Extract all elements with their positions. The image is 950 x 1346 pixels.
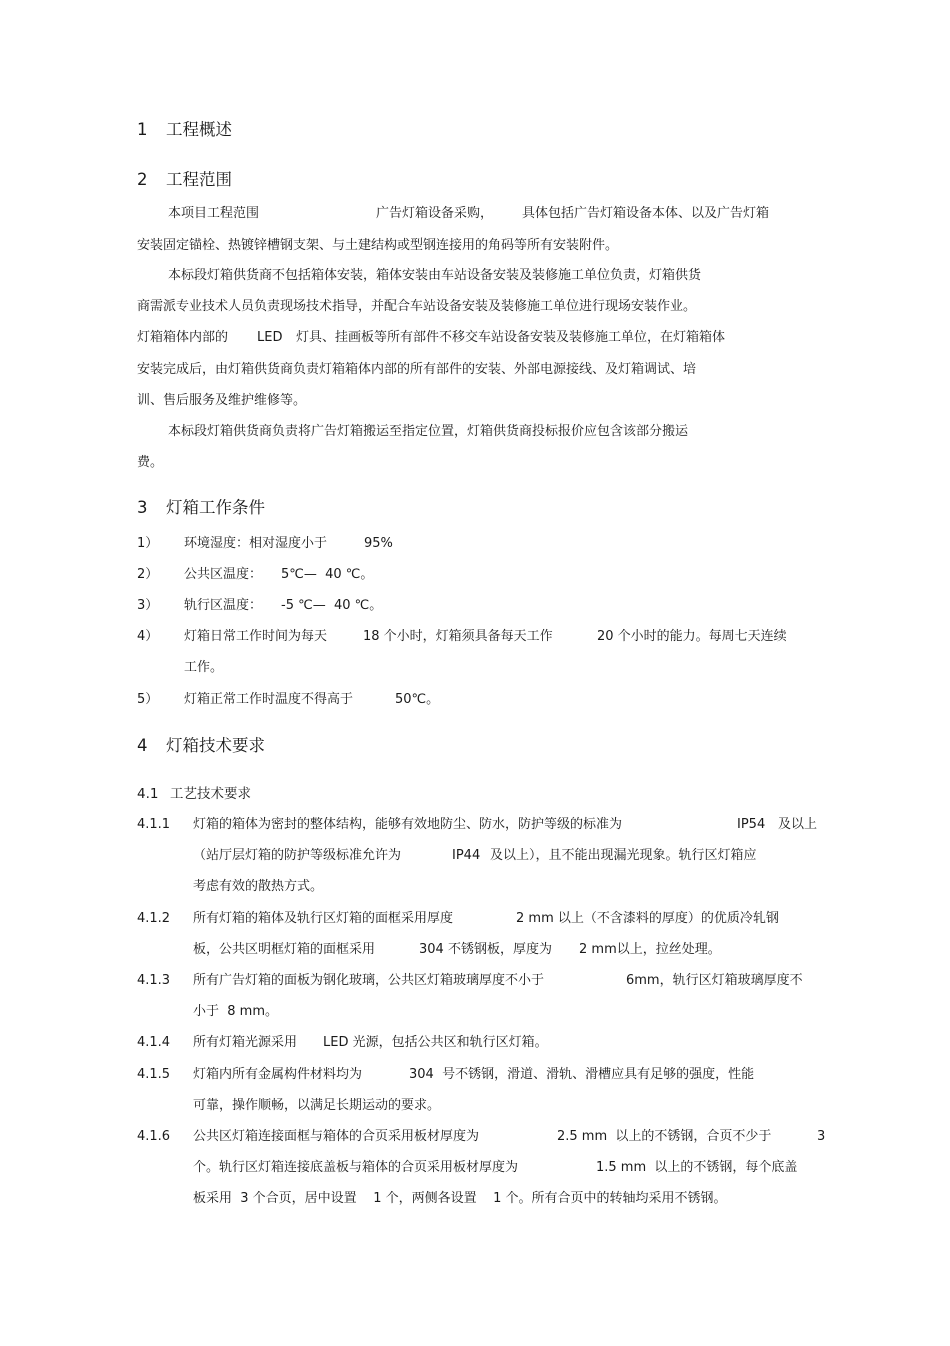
paragraph-text: 商需派专业技术人员负责现场技术指导，并配合车站设备安装及装修施工单位进行现场安装作业。 bbox=[137, 299, 697, 314]
list-number: 3） bbox=[137, 598, 159, 613]
clause-text: IP44 bbox=[452, 848, 481, 863]
clause-text: 灯箱内所有金属构件材料均为 bbox=[193, 1067, 363, 1082]
clause-text: 304 不锈钢板，厚度为 bbox=[419, 942, 552, 957]
list-item: 公共区温度： bbox=[184, 567, 263, 582]
paragraph-text: 本项目工程范围 bbox=[168, 206, 260, 221]
section-number: 3 bbox=[137, 498, 148, 517]
clause-text: 所有广告灯箱的面板为钢化玻璃，公共区灯箱玻璃厚度不小于 bbox=[193, 973, 545, 988]
paragraph-text: 具体包括广告灯箱设备本体、以及广告灯箱 bbox=[522, 206, 770, 221]
clause-text: 3 bbox=[817, 1129, 826, 1144]
clause-text: 304 号不锈钢，滑道、滑轨、滑槽应具有足够的强度，性能 bbox=[409, 1067, 755, 1082]
list-item-value: 95% bbox=[364, 536, 393, 551]
clause-text: 及以上 bbox=[778, 817, 818, 832]
paragraph-text: LED bbox=[257, 330, 283, 345]
list-number: 2） bbox=[137, 567, 159, 582]
list-item: 工作。 bbox=[184, 660, 224, 675]
list-item-value: -5 ℃— 40 ℃。 bbox=[281, 598, 383, 613]
clause-text: 公共区灯箱连接面框与箱体的合页采用板材厚度为 bbox=[193, 1129, 480, 1144]
clause-text: （站厅层灯箱的防护等级标准允许为 bbox=[193, 848, 402, 863]
clause-text: 2 mm以上，拉丝处理。 bbox=[579, 942, 721, 957]
section-title: 工程概述 bbox=[166, 120, 232, 139]
list-item: 灯箱日常工作时间为每天 bbox=[184, 629, 328, 644]
paragraph-text: 本标段灯箱供货商不包括箱体安装，箱体安装由车站设备安装及装修施工单位负责，灯箱供货 bbox=[168, 268, 702, 283]
list-item-value: 5℃— 40 ℃。 bbox=[281, 567, 374, 582]
clause-text: 个。轨行区灯箱连接底盖板与箱体的合页采用板材厚度为 bbox=[193, 1160, 519, 1175]
list-number: 4） bbox=[137, 629, 159, 644]
clause-text: 1.5 mm 以上的不锈钢，每个底盖 bbox=[596, 1160, 798, 1175]
list-item-value: 50℃。 bbox=[395, 692, 440, 707]
list-item-value: 18 个小时，灯箱须具备每天工作 bbox=[363, 629, 553, 644]
list-number: 5） bbox=[137, 692, 159, 707]
clause-number: 4.1.2 bbox=[137, 911, 171, 926]
clause-number: 4.1.6 bbox=[137, 1129, 171, 1144]
subsection-title: 工艺技术要求 bbox=[170, 786, 251, 802]
clause-text: 板采用 3 个合页，居中设置 1 个，两侧各设置 1 个。所有合页中的转轴均采用不锈钢。 bbox=[193, 1191, 727, 1206]
clause-text: 2.5 mm 以上的不锈钢，合页不少于 bbox=[557, 1129, 772, 1144]
clause-text: LED 光源，包括公共区和轨行区灯箱。 bbox=[323, 1035, 548, 1050]
clause-text: 及以上），且不能出现漏光现象。轨行区灯箱应 bbox=[490, 848, 757, 863]
clause-text: 可靠，操作顺畅，以满足长期运动的要求。 bbox=[193, 1098, 441, 1113]
paragraph-text: 灯具、挂画板等所有部件不移交车站设备安装及装修施工单位，在灯箱箱体 bbox=[296, 330, 726, 345]
clause-text: 板，公共区明框灯箱的面框采用 bbox=[193, 942, 376, 957]
clause-text: 6mm，轨行区灯箱玻璃厚度不 bbox=[626, 973, 803, 988]
clause-text: IP54 bbox=[737, 817, 766, 832]
paragraph-text: 费。 bbox=[137, 455, 164, 470]
section-number: 2 bbox=[137, 170, 148, 189]
paragraph-text: 安装固定锚栓、热镀锌槽钢支架、与土建结构或型钢连接用的角码等所有安装附件。 bbox=[137, 238, 619, 253]
clause-text: 考虑有效的散热方式。 bbox=[193, 879, 324, 894]
section-number: 4 bbox=[137, 736, 148, 755]
clause-text: 小于 8 mm。 bbox=[193, 1004, 278, 1019]
clause-text: 灯箱的箱体为密封的整体结构，能够有效地防尘、防水，防护等级的标准为 bbox=[193, 817, 623, 832]
paragraph-text: 训、售后服务及维护维修等。 bbox=[137, 393, 307, 408]
clause-text: 2 mm 以上（不含漆料的厚度）的优质冷轧钢 bbox=[516, 911, 779, 926]
paragraph-text: 广告灯箱设备采购， bbox=[376, 206, 494, 221]
list-number: 1） bbox=[137, 536, 159, 551]
list-item: 环境湿度：相对湿度小于 bbox=[184, 536, 328, 551]
paragraph-text: 本标段灯箱供货商负责将广告灯箱搬运至指定位置，灯箱供货商投标报价应包含该部分搬运 bbox=[168, 424, 689, 439]
list-item: 灯箱正常工作时温度不得高于 bbox=[184, 692, 354, 707]
paragraph-text: 灯箱箱体内部的 bbox=[137, 330, 229, 345]
clause-text: 所有灯箱光源采用 bbox=[193, 1035, 298, 1050]
subsection-number: 4.1 bbox=[137, 786, 159, 802]
section-title: 灯箱工作条件 bbox=[166, 498, 265, 517]
list-item-value: 20 个小时的能力。每周七天连续 bbox=[597, 629, 787, 644]
paragraph-text: 安装完成后，由灯箱供货商负责灯箱箱体内部的所有部件的安装、外部电源接线、及灯箱调试、培 bbox=[137, 362, 697, 377]
section-title: 灯箱技术要求 bbox=[166, 736, 265, 755]
clause-text: 所有灯箱的箱体及轨行区灯箱的面框采用厚度 bbox=[193, 911, 454, 926]
clause-number: 4.1.4 bbox=[137, 1035, 171, 1050]
list-item: 轨行区温度： bbox=[184, 598, 263, 613]
clause-number: 4.1.5 bbox=[137, 1067, 171, 1082]
section-title: 工程范围 bbox=[166, 170, 232, 189]
section-number: 1 bbox=[137, 120, 148, 139]
clause-number: 4.1.3 bbox=[137, 973, 171, 988]
clause-number: 4.1.1 bbox=[137, 817, 171, 832]
